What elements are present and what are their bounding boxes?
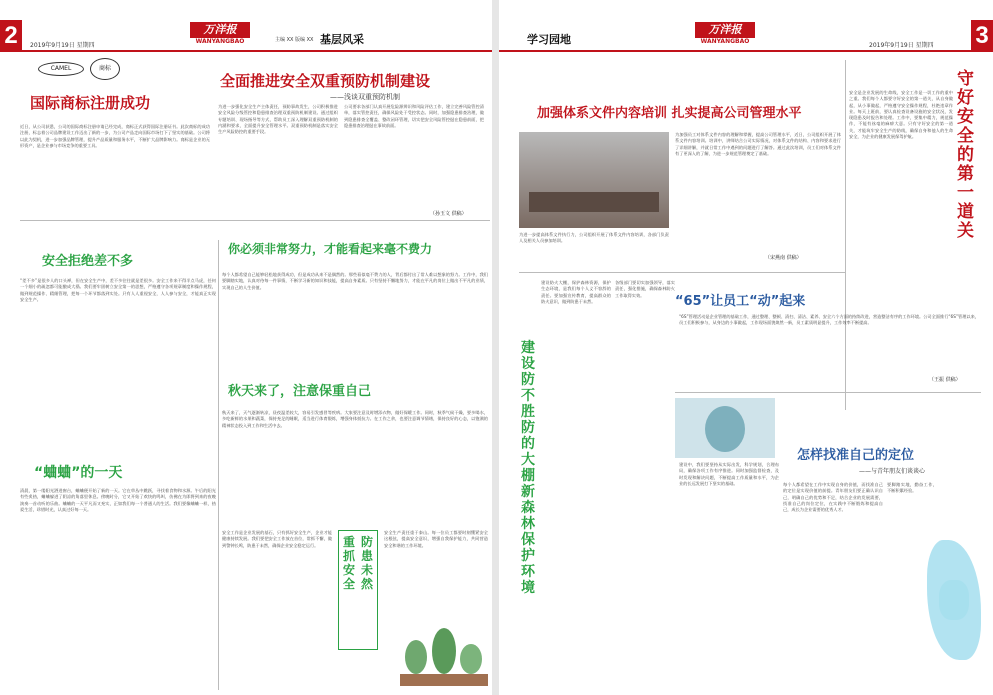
- headline-cricket: “蛐蛐”的一天: [34, 465, 123, 481]
- headline-training: 加强体系文件内容培训 扎实提高公司管理水平: [537, 106, 802, 121]
- issue-date-right: 2019年9月19日 星期四: [869, 42, 934, 49]
- headline-trademark: 国际商标注册成功: [30, 94, 151, 112]
- headline-dual-prevention: 全面推进安全双重预防机制建设: [220, 72, 431, 90]
- boxed-slogan: [338, 530, 378, 650]
- article-forest-col1: 建设防火大棚，保护森林资源，保护生态环境，是我们每个人义不容辞的责任。要加强宣传教育，提高群众的防火意识，做到防患于未然。: [541, 280, 611, 304]
- byline-dual-prevention: （孙玉文 供稿）: [430, 211, 467, 217]
- headline-safety-no-compromise: 安全拒绝差不多: [42, 254, 134, 269]
- article-position-col1: 每个人都希望在工作中实现自身的价值，而找准自己的定位是实现价值的前提。青年朋友们要正确认识自己，明确自己的优势和不足，结合企业的发展需要，找准自己的岗位定位，在实践中不断锻炼和提高自己，成长为企业需要的优秀人才。: [783, 482, 883, 513]
- article-dual-prevention-col2: 公司要求各部门认真开展危险源辨识和风险评估工作，建立完善风险管控清单，落实管控责任，确保风险处于受控状态。同时，加强隐患排查治理，做到隐患排查全覆盖、整改闭环管理，切实把安全风险管控挺在隐患前面，把隐患排查治理挺在事故前面。: [344, 104, 484, 128]
- vertical-headline-safety: 守好安全的第一道关: [957, 69, 974, 241]
- article-safety-body: “差不多”是很多人的口头禅，但在安全生产中，差不多往往就是差很多。安全工作来不得半点马虎，任何一个细小的疏忽都可能酿成大祸。我们要牢固树立安全第一的思想，严格遵守各项规章制度和操作规程，做到规范操作、精细管理，把每一个环节都落到实处。只有人人重视安全，人人参与安全，才能真正实现安全生产。: [20, 278, 216, 302]
- headline-dual-prevention-sub: ——浅谈双重预防机制: [330, 93, 400, 101]
- article-training-col1: 为加强员工对体系文件内容的理解和掌握，提高公司管理水平，近日，公司组织开展了体系文件内容培训。培训中，讲师结合公司实际情况，对体系文件的结构、内容和要求进行了详细讲解，并就日常工作中遇到的问题进行了解答。通过此次培训，员工们对体系文件有了更深入的了解，为进一步规范管理奠定了基础。: [675, 132, 841, 156]
- photo-caption: 为进一步提高体系文件执行力，公司组织开展了体系文件内容培训，各部门负责人及相关人员参加培训。: [519, 232, 669, 244]
- header-rule: [22, 20, 492, 52]
- stamp-oval-right: 商标: [90, 58, 120, 80]
- section-label: 基层风采: [320, 33, 364, 46]
- section-label-right: 学习园地: [527, 33, 571, 46]
- editor-line: 主编 XX 版编 XX: [275, 37, 314, 43]
- page-number: 2: [0, 20, 22, 52]
- article-autumn-body: 秋天来了，天气逐渐转凉，昼夜温差较大，容易引发感冒等疾病。大家要注意及时增添衣物，做好保暖工作。同时，秋季气候干燥，要多喝水，多吃新鲜的水果和蔬菜，保持充足的睡眠，适当进行体育锻炼，增强身体抵抗力。在工作之余，也要注意调节情绪，保持良好的心态，以饱满的精神状态投入到工作和生活中去。: [222, 410, 488, 428]
- right-page: [499, 0, 993, 695]
- divider-1: [20, 220, 490, 221]
- slogan-1: 重抓安全: [343, 535, 356, 591]
- article-dual-prevention-col1: 为进一步强化安全生产主体责任，预防事故发生，公司积极推进安全风险分级管控和隐患排查治理双重预防机制建设。通过组织专题培训、现场指导等方式，帮助员工深入理解双重预防机制的内涵和要求，全面提升安全管理水平。双重预防机制是落实安全生产风险防控的重要手段。: [218, 104, 338, 135]
- headline-position-sub: ——与青年朋友们谈谈心: [859, 468, 926, 475]
- masthead-sub-right: WANYANGBAO: [700, 38, 750, 45]
- byline-65: （王振 供稿）: [929, 377, 961, 383]
- deer-illustration: [919, 520, 989, 685]
- issue-date: 2019年9月19日 星期四: [30, 42, 95, 49]
- header-rule-right: [499, 20, 971, 52]
- article-effort-body: 每个人都希望自己能够轻松地获得成功，但是成功从来不是偶然的。那些看似毫不费力的人，背后都付出了常人难以想象的努力。工作中，我们要脚踏实地，认真对待每一件事情，不断学习新的知识和技能，提高自身素质。只有坚持不懈地努力，才能在平凡的岗位上做出不平凡的业绩，实现自己的人生价值。: [222, 272, 488, 290]
- divider-right-1: [519, 272, 845, 273]
- article-safety-gate-body: 安全是企业发展的生命线，安全工作是一切工作的重中之重。我们每个人都要守好安全的第一道关，从自身做起，从小事做起，严格遵守安全操作规程，杜绝违章作业。每天上班前，要认真检查设备设施的安全状况，发现隐患及时报告和处理。工作中，要集中精力，规范操作，不能有丝毫的麻痹大意。只有守好安全的第一道关，才能筑牢安全生产的防线，确保自身和他人的生命安全，为企业的健康发展保驾护航。: [849, 90, 953, 140]
- masthead-sub: WANYANGBAO: [195, 38, 245, 45]
- divider-right-2: [675, 392, 981, 393]
- article-cricket-body: 清晨，第一缕阳光洒进窗台，蛐蛐便开始了新的一天。它在草丛中跳跃，寻找着食物和水源。午后的阳光有些炙热，蛐蛐躲进了阴凉的角落里休息。傍晚时分，它又开始了欢快的鸣叫，仿佛在为即将到来的夜晚演奏一首动听的乐曲。蛐蛐的一天平凡而又充实，正如我们每一个普通人的生活。我们要像蛐蛐一样，热爱生活，珍惜时光，认真过好每一天。: [20, 488, 216, 512]
- headline-65: “65”让员工“动”起来: [675, 294, 806, 309]
- cactus-illustration: [400, 620, 488, 690]
- page-number-right: 3: [971, 20, 993, 52]
- byline-training: （宋燕南 供稿）: [765, 255, 802, 261]
- article-position-col2: 要脚踏实地，勤奋工作，不断积累经验。: [887, 482, 937, 494]
- slogan-2: 防患未然: [361, 535, 374, 591]
- masthead-logo: 万洋报: [190, 22, 250, 38]
- article-autumn-col2: 安全工作是企业发展的基石，只有抓好安全生产，企业才能健康持续发展。我们要把安全工作放在首位，常抓不懈，做到警钟长鸣，防患于未然，确保企业安全稳定运行。: [222, 530, 332, 548]
- meeting-photo: [519, 132, 669, 228]
- article-65-body: “6S”管理活动是企业管理的基础工作，通过整理、整顿、清扫、清洁、素养、安全六个方面的持续改进，营造整洁有序的工作环境。公司全面推行“6S”管理以来，员工们积极参与，从身边的小事做起，工作现场面貌焕然一新，员工素质明显提升，工作效率不断提高。: [679, 314, 979, 326]
- article-forest-col2: 各级部门要切实加强领导，落实责任，强化措施，确保森林防火工作取得实效。: [615, 280, 675, 298]
- stamp-oval-left: CAMEL: [38, 62, 84, 76]
- page-gutter: [492, 0, 499, 695]
- headline-autumn: 秋天来了，注意保重自己: [228, 384, 372, 399]
- left-page: [0, 0, 492, 695]
- article-trademark-body: 近日，从公司获悉，公司的国际商标注册申请已经完成，商标正式获得国际注册证书。此次商标的成功注册，标志着公司品牌建设工作迈出了新的一步，为公司产品走向国际市场打下了坚实的基础。公司将以此为契机，进一步加强品牌管理，提升产品质量和服务水平，不断扩大品牌影响力。商标是企业的无形资产，是企业参与市场竞争的重要工具。: [20, 124, 210, 148]
- col-rule: [218, 240, 219, 690]
- headline-effort: 你必须非常努力，才能看起来毫不费力: [228, 242, 433, 256]
- headline-position: 怎样找准自己的定位: [797, 448, 915, 463]
- article-slogan-body: 安全生产责任重于泰山。每一位员工都要时刻绷紧安全这根弦，提高安全意识，增强自我保护能力，共同营造安全和谐的工作环境。: [384, 530, 488, 548]
- article-65-col2: 建设中，我们要坚持从实际出发，科学规划，合理布局，确保各项工作有序推进。同时加强监督检查，及时发现和解决问题，不断提高工作质量和水平，为企业的长远发展打下坚实的基础。: [679, 462, 779, 486]
- trademark-stamp: [38, 58, 178, 84]
- vertical-headline-forest: 建设防不胜防的大棚新森林保护环境: [521, 340, 535, 596]
- cactus-art: [675, 398, 775, 458]
- masthead-logo-right: 万洋报: [695, 22, 755, 38]
